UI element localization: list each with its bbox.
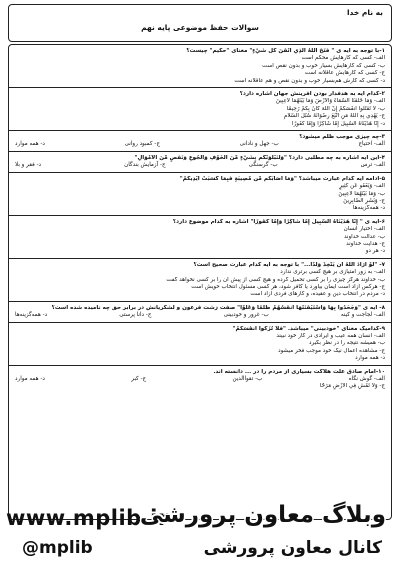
answer-option: ج- هدایت خداوند <box>346 240 385 247</box>
answer-option: ب- گرسنگی <box>248 162 278 169</box>
watermark-handle: @mplib <box>22 538 93 558</box>
answer-option: د- فقر و بلا <box>15 162 42 169</box>
answer-option: ب- عدالت خداوند <box>343 233 385 240</box>
answer-option: ج- يَهْدِي بِهِ اللَّهُ مَنِ اتَّبَعَ رِضْوَانَهُ سُبُلَ السَّلَامِ <box>283 113 385 120</box>
question-text: ۶-آیه ی " إِنَّا هَدَيْنَاهُ السَّبِيلَ إِمَّا شَاكِرًا وَإِمَّا كَفُورًا" اشاره به کدام موضوع دارد؟ <box>172 218 385 225</box>
answer-option: ب- کسی که کارهایش بسیار خوب و بدون نقص است <box>262 62 385 69</box>
answer-option: الف- وَمَا خَلَقْنَا السَّمَاءَ وَالْأَرْضَ وَمَا بَيْنَهُمَا لَاعِبِينَ <box>275 98 385 105</box>
answer-option: د- هر دو <box>365 248 385 255</box>
answer-option: د- إِنَّا هَدَيْنَاهُ السَّبِيلَ إِمَّا شَاكِرًا وَإِمَّا كَفُورًا <box>292 120 385 127</box>
answer-option: الف- کسی که کارهایش محکم است <box>301 55 385 62</box>
answer-option: د- همه‌گزینه‌ها <box>352 205 385 212</box>
question-block <box>9 45 391 88</box>
question-block <box>9 259 391 302</box>
answer-option: ب- لَا تَقْتُلُوا أَنفُسَكُمْ إِنَّ اللَّهَ كَانَ بِكُمْ رَحِيمًا <box>286 105 385 112</box>
answer-option: د- همه موارد <box>15 141 45 148</box>
question-block <box>9 131 391 152</box>
answer-option: د- همه‌گزینه‌ها <box>15 312 48 319</box>
question-text: ۳-چه چیزی موجب ظلم میشود؟ <box>299 134 385 141</box>
answer-option: الف- لجاجت و کینه <box>340 312 385 319</box>
answer-option: ج- مشاهده اعمال نیک خود موجب فخر میشود <box>278 347 385 354</box>
question-text: ۵-ادامه آیه کدام عبارت میباشد؟ "وَمَا أَصَابَكُم مِّن مُّصِيبَةٍ فَبِمَا كَسَبَتْ أَيْدِيكُمْ" <box>179 175 385 182</box>
question-block <box>9 323 391 366</box>
answer-option: ج- وَلَا تَمْشِ فِي الْأَرْضِ مَرَحًا <box>319 383 385 390</box>
answer-option: د- کسی که کارش هم‌بسیار خوب و بدون نقص و هم عاقلانه است <box>234 77 385 84</box>
watermark-channel-name: کانال معاون پرورشی <box>203 538 382 558</box>
answer-option: ج- هرکس آزاد است ایمان بیاورد یا کافر شود، هر کسی مسئول انتخاب خویش است <box>191 283 385 290</box>
answer-option: ج- دانا پرستی <box>119 312 152 319</box>
answer-option: د- همه موارد <box>15 376 45 383</box>
answer-option: د- همه موارد <box>355 355 385 362</box>
answer-option: الف- به زور امتیازی بر هیچ کسی برتری ندارد <box>280 269 385 276</box>
answer-option: الف- احتیاج <box>358 141 385 148</box>
watermark-url: www.mplib.ir <box>6 506 169 530</box>
watermark-area <box>0 500 400 565</box>
question-block <box>9 216 391 259</box>
answer-option: الف- انسان همه عیب و ایرادی در کار خود نبیند <box>276 333 385 339</box>
answer-option: ب- غرور و خودبینی <box>223 312 269 319</box>
answer-option: الف- اختیار انسان <box>343 226 385 233</box>
answer-option: ج- کمبود روانی <box>124 141 160 148</box>
answer-options-row <box>15 141 385 148</box>
answer-option: ج- آزمایش بندگان <box>124 162 166 169</box>
answer-option: الف- ترس <box>360 162 385 169</box>
document-header <box>8 4 392 42</box>
question-block <box>9 302 391 323</box>
question-text: ۲-کدام آیه به هدفدار بودن آفرینش جهان اشاره دارد؟ <box>239 91 385 98</box>
question-block <box>9 366 391 393</box>
answer-option: د- مردم در انتخاب دین و عقیده، و کارهای فردی آزاد است <box>250 291 385 298</box>
answer-option: ب- وَمَا بَيْنَهُمَا لَاعِبِينَ <box>338 190 385 197</box>
watermark-blog-name: وبلاگ معاون پرورشی <box>139 502 386 528</box>
questions-box <box>8 44 392 520</box>
basmala-line: به نام خدا <box>346 8 383 17</box>
answer-option: ب- همیشه نتیجه را در نظر بگیرد <box>309 340 385 347</box>
question-text: ۱-با توجه به آیه ی " فَتَحَ اللَّهُ الَّذِي أَتْقَنَ كُلَّ شَيْءٍ" معنای "حکیم" چیست؟ <box>186 48 385 54</box>
question-block <box>9 152 391 173</box>
question-block <box>9 173 391 216</box>
question-text: ۸- آیه ی "وَجَحَدُوا بِهَا وَاسْتَيْقَنَتْهَا أَنفُسُهُمْ ظُلْمًا وَعُلُوًّا" صفت زشت فرعون و لشکریانش در برابر حق چه نامیده شده است؟ <box>51 304 385 311</box>
answer-option: ج- کسی که کارهایش عاقلانه است <box>304 70 385 77</box>
answer-options-row <box>15 162 385 169</box>
answer-options-row <box>15 376 385 383</box>
question-text: ۱۰-امام صادق علت هلاکت بسیاری از مردم را در ... دانسته اند. <box>213 368 385 375</box>
answer-option: الف- وَيَعْفُو عَن كَثِيرٍ <box>339 183 385 190</box>
answer-option: الف- گوش نگاه <box>348 376 385 383</box>
question-text: ۹-کدامیک معنای "خودبینی" میباشد. "فَلَا تُزَكُّوا أَنفُسَكُمْ" <box>232 325 385 332</box>
answer-option: ب- تقوا‌الدین <box>232 376 263 383</box>
question-block <box>9 88 391 131</box>
answer-options-row <box>15 312 385 319</box>
answer-option: ب- خداوند هرگز چیزی را بر کسی تحمیل کرده و هیچ کسی از پیش آن را بر کسی نخواهد گفت <box>166 276 385 283</box>
answer-option: ج- وَبَشِّرِ الصَّابِرِينَ <box>343 197 385 204</box>
answer-option: ج- کبر <box>131 376 147 383</box>
answer-option: ب- جهل و نادانی <box>239 141 279 148</box>
question-text: ۴-این آیه اشاره به چه مطلبی دارد؟ "وَلَنَبْلُوَنَّكُم بِشَيْءٍ مِّنَ الْخَوْفِ وَالْجُوعِ وَنَقْصٍ مِّنَ الْأَمْوَالِ" <box>134 154 385 161</box>
question-text: ۷- "لَوْ أَرَادَ اللَّهُ أَن يَتَّخِذَ وَلَدًا..." با توجه به آیه کدام عبارت صحیح است؟ <box>193 261 385 268</box>
exam-title: سوالات حفظ موضوعی پایه نهم <box>141 23 259 32</box>
